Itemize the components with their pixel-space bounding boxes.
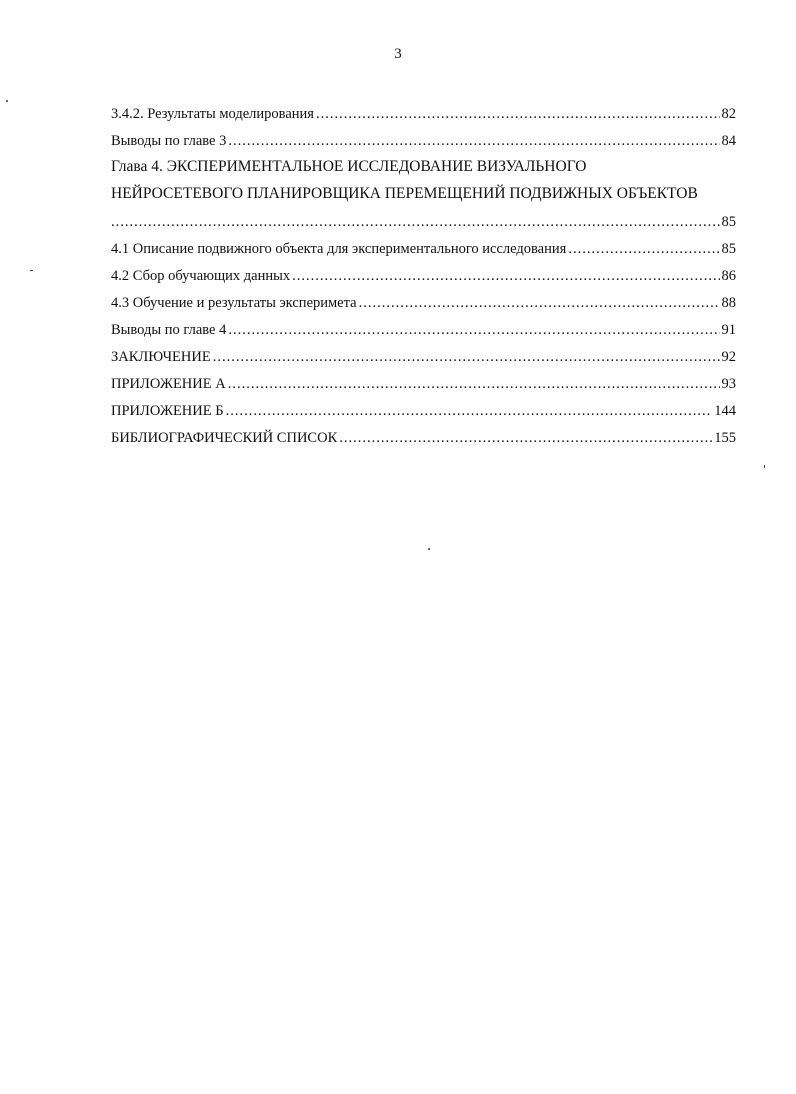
page-number: 3 — [394, 46, 402, 62]
toc-entry-page: 144 — [714, 403, 736, 419]
table-of-contents — [111, 97, 736, 448]
toc-entry-appendix-b[interactable] — [111, 394, 736, 421]
toc-entry-label: 3.4.2. Результаты моделирования — [111, 106, 314, 122]
dot-leader — [568, 239, 719, 259]
toc-entry-label: ПРИЛОЖЕНИЕ Б — [111, 403, 224, 419]
toc-entry-3-4-2[interactable] — [111, 97, 736, 124]
toc-entry-conclusions-chapter-3[interactable] — [111, 124, 736, 151]
toc-entry-page: 84 — [721, 133, 736, 149]
toc-chapter-4-page-line[interactable] — [111, 205, 736, 232]
dot-leader — [226, 401, 713, 421]
toc-entry-page: 85 — [721, 241, 736, 257]
dot-leader — [228, 320, 719, 340]
toc-entry-page: 86 — [721, 268, 736, 284]
toc-entry-label: ПРИЛОЖЕНИЕ А — [111, 376, 226, 392]
toc-entry-label: ЗАКЛЮЧЕНИЕ — [111, 349, 211, 365]
dot-leader — [292, 266, 719, 286]
toc-entry-page: 82 — [721, 106, 736, 122]
toc-entry-conclusion[interactable] — [111, 340, 736, 367]
toc-chapter-4-title-line-2[interactable]: НЕЙРОСЕТЕВОГО ПЛАНИРОВЩИКА ПЕРЕМЕЩЕНИЙ ПОДВИЖНЫХ ОБЪЕКТОВ — [111, 185, 698, 202]
dot-leader — [339, 428, 712, 448]
dot-leader — [213, 347, 720, 367]
toc-entry-4-3[interactable] — [111, 286, 736, 313]
toc-entry-appendix-a[interactable] — [111, 367, 736, 394]
scan-speck — [764, 465, 765, 468]
toc-entry-page: 92 — [721, 349, 736, 365]
toc-entry-conclusions-chapter-4[interactable] — [111, 313, 736, 340]
toc-entry-bibliography[interactable] — [111, 421, 736, 448]
toc-entry-label: 4.3 Обучение и результаты эксперимета — [111, 295, 357, 311]
toc-entry-page: 88 — [721, 295, 736, 311]
toc-entry-label: БИБЛИОГРАФИЧЕСКИЙ СПИСОК — [111, 430, 338, 446]
toc-chapter-4-title-line-1[interactable]: Глава 4. ЭКСПЕРИМЕНТАЛЬНОЕ ИССЛЕДОВАНИЕ ВИЗУАЛЬНОГО — [111, 158, 587, 175]
dot-leader — [111, 212, 720, 232]
dot-leader — [228, 131, 719, 151]
dot-leader — [359, 293, 720, 313]
toc-entry-label: Выводы по главе 3 — [111, 133, 227, 149]
dot-leader — [228, 374, 720, 394]
scan-speck — [428, 548, 430, 550]
toc-entry-page: 93 — [721, 376, 736, 392]
toc-entry-label: 4.1 Описание подвижного объекта для экспериментального исследования — [111, 241, 567, 257]
toc-entry-4-1[interactable] — [111, 232, 736, 259]
toc-entry-page: 85 — [721, 214, 736, 230]
toc-entry-4-2[interactable] — [111, 259, 736, 286]
toc-entry-label: Выводы по главе 4 — [111, 322, 227, 338]
toc-entry-label: 4.2 Сбор обучающих данных — [111, 268, 291, 284]
dot-leader — [316, 104, 720, 124]
toc-entry-page: 155 — [714, 430, 736, 446]
toc-entry-page: 91 — [721, 322, 736, 338]
scan-speck — [30, 270, 33, 271]
scan-speck — [6, 100, 8, 102]
